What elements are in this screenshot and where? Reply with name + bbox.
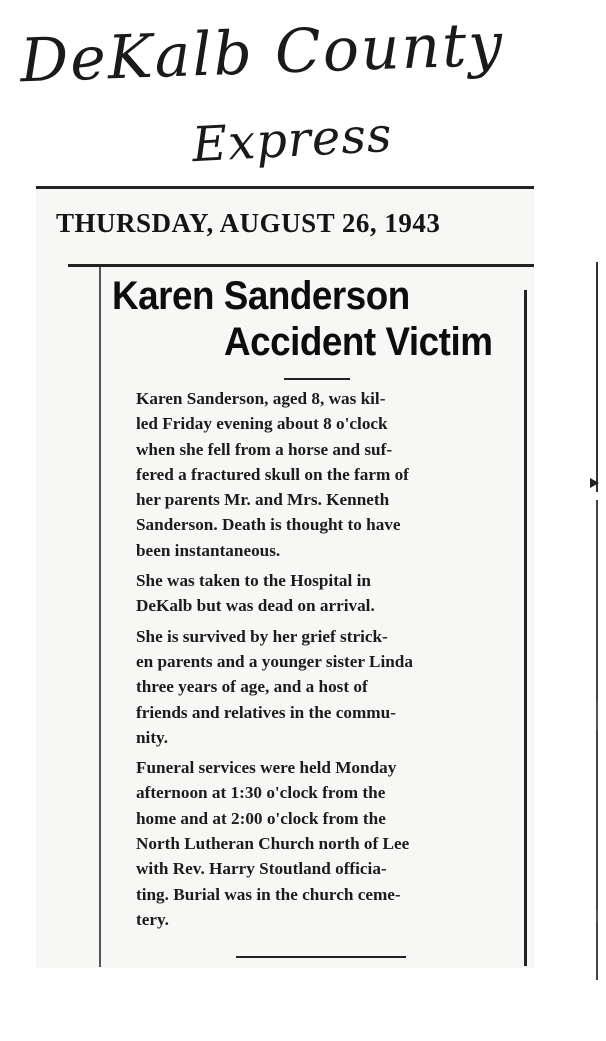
article-line: Karen Sanderson, aged 8, was kil- [136,389,386,408]
scan-edge-line [596,262,598,492]
headline-line-1: Karen Sanderson [112,274,410,318]
headline-rule [284,378,350,380]
article-line: She was taken to the Hospital in [136,571,371,591]
article-line: tery. [136,909,169,929]
margin-mark [596,910,598,922]
article-line: ting. Burial was in the church ceme- [136,884,401,904]
handwritten-newspaper-name-2: Express [190,106,394,174]
margin-arrow-mark [590,478,599,488]
column-left-rule [99,267,101,967]
bottom-rule [236,956,406,958]
article-line: fered a fractured skull on the farm of [136,464,409,484]
article-line: led Friday evening about 8 o'clock [136,414,388,434]
article-line: DeKalb but was dead on arrival. [136,596,375,616]
margin-mark [596,700,598,730]
article-paragraph [114,386,520,563]
dateline-rule [68,264,534,267]
article-paragraph [114,568,520,619]
article-line: Funeral services were held Monday [136,758,397,778]
article-line: nity. [136,727,168,747]
article-line: with Rev. Harry Stoutland officia- [136,859,387,879]
article-line: North Lutheran Church north of Lee [136,834,410,854]
article-body [114,386,520,937]
headline-line-2: Accident Victim [224,320,493,364]
article-paragraph [114,624,520,750]
article-line: three years of age, and a host of [136,677,368,697]
top-rule [36,186,534,189]
article-paragraph [114,755,520,932]
scan-edge-line [596,500,598,980]
article-line: home and at 2:00 o'clock from the [136,808,386,828]
dateline: THURSDAY, AUGUST 26, 1943 [56,208,441,238]
article-line: en parents and a younger sister Linda [136,651,413,671]
article-line: She is survived by her grief strick- [136,626,388,646]
article-line: Sanderson. Death is thought to have [136,515,401,535]
column-right-rule [524,290,527,966]
article-line: afternoon at 1:30 o'clock from the [136,783,386,803]
article-line: been instantaneous. [136,540,281,560]
handwritten-newspaper-name: DeKalb County [18,9,506,97]
article-line: when she fell from a horse and suf- [136,439,393,459]
article-line: her parents Mr. and Mrs. Kenneth [136,490,390,510]
newspaper-clipping [36,186,534,968]
article-line: friends and relatives in the commu- [136,702,396,722]
